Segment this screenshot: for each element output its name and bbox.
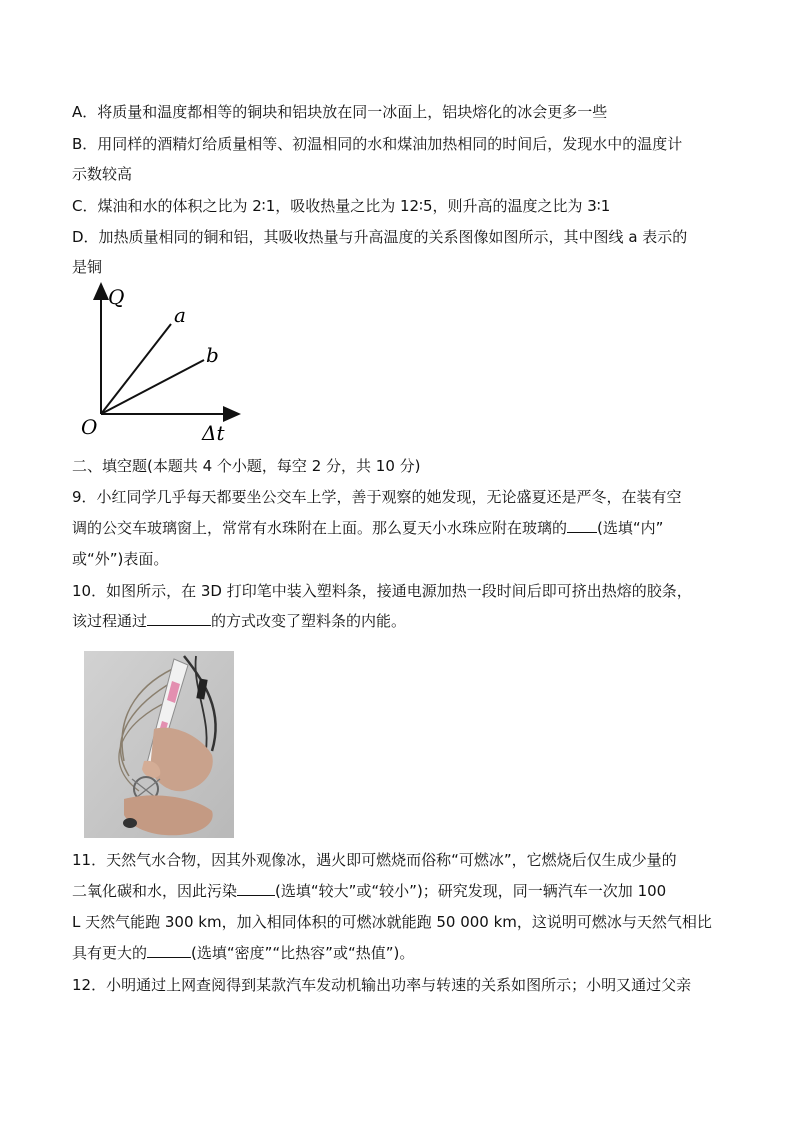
q12-line1: 12．小明通过上网查阅得到某款汽车发动机输出功率与转速的关系如图所示；小明又通过父亲 [72, 976, 692, 994]
q9-line2 [72, 518, 663, 538]
q9-line3: 或“外”)表面。 [72, 550, 169, 568]
q10-answer-blank[interactable] [147, 611, 211, 626]
q10-line1: 10．如图所示，在 3D 打印笔中装入塑料条，接通电源加热一段时间后即可挤出热熔的胶条， [72, 582, 692, 600]
line-b-label: b [206, 343, 219, 367]
y-axis-label: Q [108, 285, 125, 309]
q8-option-c: C．煤油和水的体积之比为 2∶1，吸收热量之比为 12∶5，则升高的温度之比为 3∶1 [72, 197, 611, 215]
line-a-label: a [174, 303, 186, 327]
q11-line1: 11．天然气水合物，因其外观像冰，遇火即可燃烧而俗称“可燃冰”，它燃烧后仅生成少量的 [72, 851, 677, 869]
q-delta-t-graph [78, 282, 248, 447]
q10-line2 [72, 611, 406, 631]
q11-text-before-blank-1: 二氧化碳和水，因此污染 [72, 882, 238, 900]
q11-text-before-blank-2: 具有更大的 [72, 944, 148, 962]
origin-label: O [81, 415, 98, 439]
q11-answer-blank-2[interactable] [147, 943, 191, 958]
q10-text-before-blank: 该过程通过 [72, 612, 148, 630]
q9-answer-blank[interactable] [567, 518, 597, 533]
line-b [101, 360, 204, 414]
q10-text-after-blank: 的方式改变了塑料条的内能。 [211, 612, 407, 630]
q9-text-before-blank: 调的公交车玻璃窗上，常常有水珠附在上面。那么夏天小水珠应附在玻璃的 [72, 519, 568, 537]
q11-answer-blank-1[interactable] [237, 881, 275, 896]
q8-option-d-line2: 是铜 [72, 258, 103, 276]
section-2-heading: 二、填空题(本题共 4 个小题，每空 2 分，共 10 分) [72, 457, 421, 475]
line-a [101, 324, 171, 414]
q9-line1: 9．小红同学几乎每天都要坐公交车上学，善于观察的她发现，无论盛夏还是严冬，在装有空 [72, 488, 682, 506]
q8-option-a: A．将质量和温度都相等的铜块和铝块放在同一冰面上，铝块熔化的冰会更多一些 [72, 103, 608, 121]
q11-text-after-blank-1: (选填“较大”或“较小”)；研究发现，同一辆汽车一次加 100 [275, 882, 667, 900]
x-axis-label: Δt [202, 421, 225, 445]
3d-printing-pen-photo [84, 651, 234, 838]
q9-text-after-blank: (选填“内” [597, 519, 664, 537]
q11-line2 [72, 881, 666, 901]
q8-option-b-line1: B．用同样的酒精灯给质量相等、初温相同的水和煤油加热相同的时间后，发现水中的温度计 [72, 135, 683, 153]
q11-text-after-blank-2: (选填“密度”“比热容”或“热值”)。 [191, 944, 415, 962]
q11-line4 [72, 943, 414, 963]
q8-option-b-line2: 示数较高 [72, 165, 133, 183]
q8-option-d-line1: D．加热质量相同的铜和铝，其吸收热量与升高温度的关系图像如图所示，其中图线 a 表示的 [72, 228, 688, 246]
q11-line3: L 天然气能跑 300 km，加入相同体积的可燃冰就能跑 50 000 km，这说明可燃冰与天然气相比 [72, 913, 712, 931]
